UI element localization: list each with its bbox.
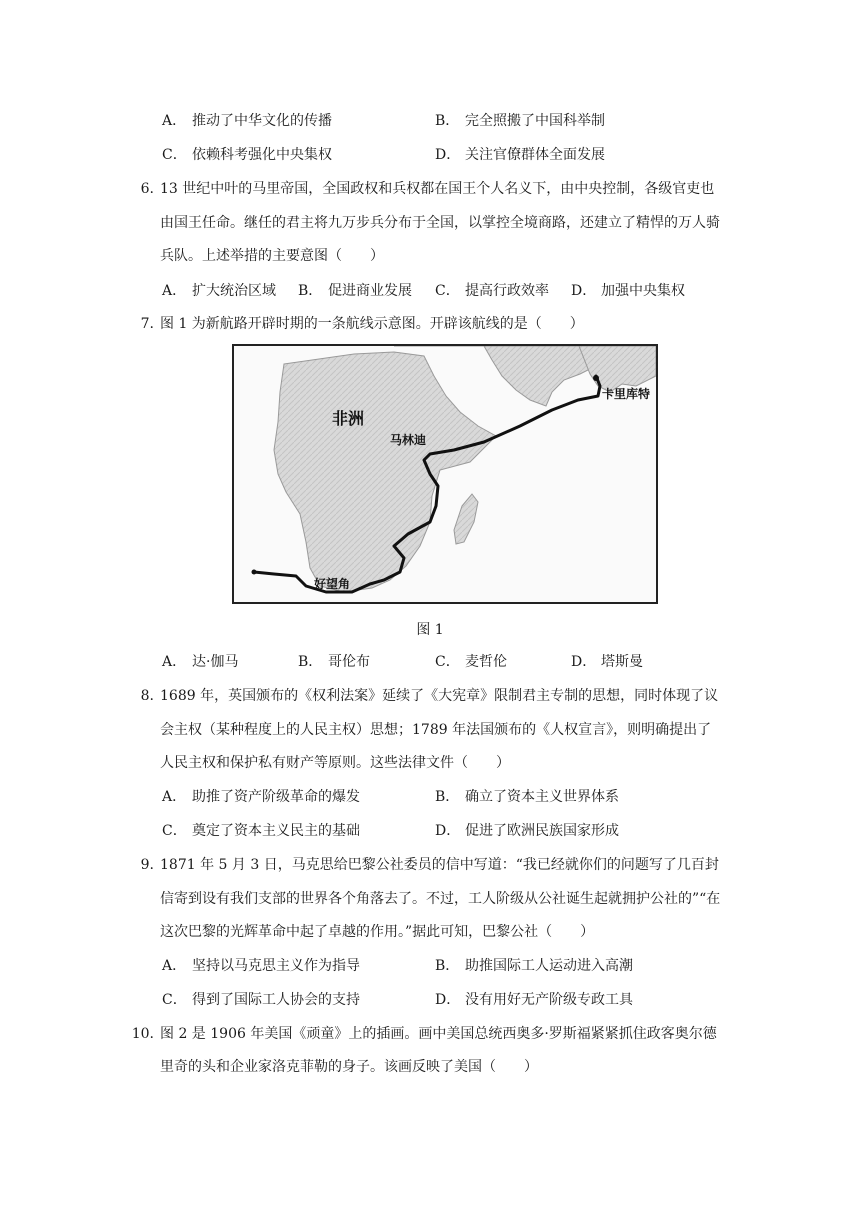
calicut-label: 卡里库特: [602, 387, 651, 401]
madagascar-landmass: [454, 494, 478, 544]
figure-1-caption: 图 1: [416, 622, 444, 638]
q9-text-line-3: 这次巴黎的光辉革命中起了卓越的作用。”据此可知，巴黎公社（ ）: [160, 924, 595, 940]
q9-option-a: A． 坚持以马克思主义作为指导: [162, 958, 360, 974]
q7-option-d: D． 塔斯曼: [571, 654, 643, 670]
q8-option-c: C． 奠定了资本主义民主的基础: [162, 823, 360, 839]
q9-text-line-2: 信寄到设有我们支部的世界各个角落去了。不过，工人阶级从公社诞生起就拥护公社的”“在: [160, 891, 721, 907]
india-landmass: [579, 346, 656, 392]
q5-option-d: D． 关注官僚群体全面发展: [435, 147, 605, 163]
q10-number: 10.: [131, 1026, 154, 1042]
cape-start-dot: [252, 570, 257, 575]
q6-text-line-2: 由国王任命。继任的君主将九万步兵分布于全国，以掌控全境商路，还建立了精悍的万人骑: [160, 215, 720, 231]
africa-landmass: [274, 352, 496, 592]
q8-text-line-2: 会主权（某种程度上的人民主权）思想；1789 年法国颁布的《人权宣言》，则明确提出了: [160, 722, 712, 738]
q7-number: 7.: [140, 316, 154, 332]
q9-option-d: D． 没有用好无产阶级专政工具: [435, 992, 633, 1008]
q8-text-line-1: 1689 年，英国颁布的《权利法案》延续了《大宪章》限制君主专制的思想，同时体现了议: [160, 688, 719, 704]
malindi-label: 马林迪: [390, 433, 427, 447]
q6-text-line-3: 兵队。上述举措的主要意图（ ）: [160, 248, 384, 264]
q5-option-c: C． 依赖科考强化中央集权: [162, 147, 332, 163]
q7-text-line-1: 图 1 为新航路开辟时期的一条航线示意图。开辟该航线的是（ ）: [160, 316, 584, 332]
q9-option-b: B． 助推国际工人运动进入高潮: [435, 958, 633, 974]
q7-option-c: C． 麦哲伦: [435, 654, 507, 670]
q8-number: 8.: [140, 688, 154, 704]
q8-option-b: B． 确立了资本主义世界体系: [435, 789, 619, 805]
q9-text-line-1: 1871 年 5 月 3 日，马克思给巴黎公社委员的信中写道：“我已经就你们的问题写了几百封: [160, 857, 719, 873]
q6-option-c: C． 提高行政效率: [435, 283, 549, 299]
q6-option-b: B． 促进商业发展: [298, 283, 412, 299]
q7-option-b: B． 哥伦布: [298, 654, 370, 670]
q6-option-a: A． 扩大统治区域: [162, 283, 276, 299]
africa-label: 非洲: [332, 409, 365, 428]
q5-option-b: B． 完全照搬了中国科举制: [435, 113, 605, 129]
q8-option-a: A． 助推了资产阶级革命的爆发: [162, 789, 360, 805]
q9-number: 9.: [140, 857, 154, 873]
q10-text-line-2: 里奇的头和企业家洛克菲勒的身子。该画反映了美国（ ）: [160, 1059, 538, 1075]
q5-option-a: A． 推动了中华文化的传播: [162, 113, 332, 129]
calicut-dot: [593, 375, 599, 381]
q8-option-d: D． 促进了欧洲民族国家形成: [435, 823, 619, 839]
route-map-figure: [232, 344, 658, 604]
cape-label: 好望角: [314, 577, 351, 591]
q10-text-line-1: 图 2 是 1906 年美国《顽童》上的插画。画中美国总统西奥多·罗斯福紧紧抓住政客奥尔德: [160, 1026, 717, 1042]
route-map-svg: [234, 346, 656, 602]
q6-option-d: D． 加强中央集权: [571, 283, 685, 299]
q6-number: 6.: [140, 181, 154, 197]
q9-option-c: C． 得到了国际工人协会的支持: [162, 992, 360, 1008]
q7-option-a: A． 达·伽马: [162, 654, 239, 670]
q8-text-line-3: 人民主权和保护私有财产等原则。这些法律文件（ ）: [160, 755, 510, 771]
q6-text-line-1: 13 世纪中叶的马里帝国，全国政权和兵权都在国王个人名义下，由中央控制，各级官吏也: [160, 181, 715, 197]
